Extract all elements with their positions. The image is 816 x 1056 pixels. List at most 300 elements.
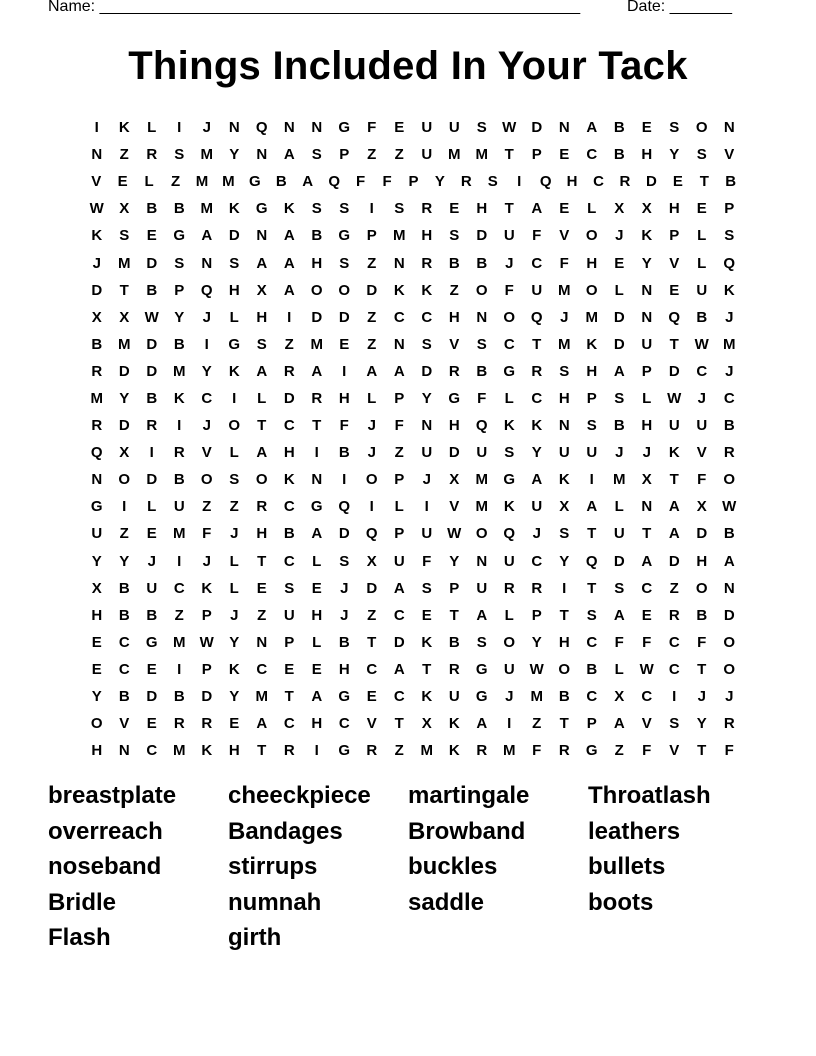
grid-letter: A (283, 254, 295, 272)
grid-letter: A (366, 362, 378, 380)
grid-letter: T (257, 742, 267, 760)
grid-letter: G (90, 498, 103, 516)
grid-letter: O (475, 525, 488, 543)
grid-letter: F (202, 525, 212, 543)
grid-letter: K (228, 200, 240, 218)
grid-letter: P (531, 146, 542, 164)
grid-letter: L (504, 389, 514, 407)
grid-letter: N (641, 308, 653, 326)
grid-letter: U (696, 417, 708, 435)
grid-letter: N (256, 633, 268, 651)
grid-letter: X (559, 498, 570, 516)
grid-letter: O (503, 308, 516, 326)
grid-letter: Q (503, 525, 516, 543)
grid-letter: P (641, 362, 652, 380)
grid-letter: B (696, 606, 708, 624)
grid-letter: M (723, 335, 736, 353)
grid-letter: V (641, 715, 652, 733)
grid-letter: H (558, 633, 570, 651)
word-list-item: breastplate (48, 782, 177, 809)
grid-letter: Y (421, 389, 432, 407)
grid-row (83, 737, 744, 764)
grid-letter: C (201, 389, 213, 407)
grid-letter: Z (367, 254, 377, 272)
grid-letter: B (696, 308, 708, 326)
grid-letter: R (173, 444, 185, 462)
grid-letter: H (256, 308, 268, 326)
grid-letter: E (421, 606, 432, 624)
grid-letter: F (559, 254, 569, 272)
grid-letter: C (393, 606, 405, 624)
grid-letter: T (284, 688, 294, 706)
grid-letter: A (668, 525, 680, 543)
grid-letter: O (118, 471, 131, 489)
grid-letter: L (147, 498, 157, 516)
grid-letter: A (586, 119, 598, 137)
grid-letter: A (613, 715, 625, 733)
grid-letter: E (641, 119, 652, 137)
grid-letter: A (256, 362, 268, 380)
grid-letter: H (311, 254, 323, 272)
grid-letter: G (475, 660, 488, 678)
grid-letter: U (531, 498, 543, 516)
grid-letter: Z (449, 281, 459, 299)
grid-letter: M (420, 742, 433, 760)
grid-letter: R (531, 579, 543, 597)
grid-letter: C (641, 688, 653, 706)
grid-letter: R (619, 173, 631, 191)
grid-letter: B (118, 579, 130, 597)
grid-letter: L (229, 579, 239, 597)
grid-letter: E (669, 281, 680, 299)
grid-letter: F (697, 471, 707, 489)
word-list-item: stirrups (228, 853, 318, 881)
grid-letter: T (119, 281, 129, 299)
grid-letter: I (177, 552, 182, 570)
grid-letter: Z (119, 525, 129, 543)
grid-letter: K (641, 227, 653, 245)
grid-row (83, 548, 744, 575)
grid-letter: D (723, 606, 735, 624)
grid-letter: Y (434, 173, 445, 191)
grid-letter: K (421, 281, 433, 299)
grid-letter: E (641, 606, 652, 624)
grid-letter: G (448, 389, 461, 407)
grid-row (83, 195, 744, 222)
grid-letter: E (91, 633, 102, 651)
grid-letter: I (672, 688, 677, 706)
grid-letter: X (256, 281, 267, 299)
grid-letter: G (338, 742, 351, 760)
grid-letter: F (642, 742, 652, 760)
grid-letter: E (117, 173, 128, 191)
grid-letter: D (613, 308, 625, 326)
grid-letter: D (201, 688, 213, 706)
grid-letter: E (559, 200, 570, 218)
grid-letter: D (366, 579, 378, 597)
grid-letter: X (91, 308, 102, 326)
grid-letter: H (586, 254, 598, 272)
grid-letter: E (146, 660, 157, 678)
grid-letter: Q (585, 552, 598, 570)
grid-letter: O (200, 471, 213, 489)
grid-letter: V (724, 146, 735, 164)
grid-letter: P (586, 389, 597, 407)
grid-letter: S (696, 146, 707, 164)
grid-letter: T (587, 525, 597, 543)
grid-letter: Z (284, 335, 294, 353)
grid-letter: H (228, 281, 240, 299)
grid-letter: Z (394, 742, 404, 760)
grid-letter: X (641, 471, 652, 489)
grid-letter: S (669, 119, 680, 137)
grid-row (83, 493, 744, 520)
grid-letter: S (421, 579, 432, 597)
grid-letter: N (283, 119, 295, 137)
grid-letter: L (229, 444, 239, 462)
grid-letter: A (201, 227, 213, 245)
grid-row (83, 222, 744, 249)
grid-letter: G (475, 688, 488, 706)
grid-letter: T (587, 579, 597, 597)
grid-letter: S (614, 579, 625, 597)
grid-letter: L (697, 254, 707, 272)
grid-letter: P (201, 606, 212, 624)
grid-letter: C (283, 417, 295, 435)
grid-letter: M (90, 389, 103, 407)
grid-letter: Z (119, 146, 129, 164)
grid-letter: C (531, 389, 543, 407)
grid-letter: R (476, 742, 488, 760)
grid-letter: B (173, 200, 185, 218)
word-list-item: Browband (408, 817, 526, 845)
grid-letter: E (311, 579, 322, 597)
grid-letter: Z (394, 146, 404, 164)
grid-letter: B (558, 688, 570, 706)
grid-letter: W (667, 389, 682, 407)
grid-letter: E (311, 660, 322, 678)
grid-letter: M (173, 362, 186, 380)
grid-letter: J (367, 417, 376, 435)
grid-letter: Y (201, 362, 212, 380)
grid-letter: B (338, 444, 350, 462)
grid-letter: S (339, 254, 350, 272)
grid-letter: N (476, 552, 488, 570)
grid-row (83, 277, 744, 304)
grid-letter: F (504, 281, 514, 299)
grid-letter: M (558, 335, 571, 353)
grid-letter: G (228, 335, 241, 353)
grid-letter: O (503, 633, 516, 651)
grid-letter: E (146, 715, 157, 733)
grid-letter: F (642, 633, 652, 651)
grid-letter: N (311, 471, 323, 489)
grid-letter: Y (229, 633, 240, 651)
grid-letter: I (122, 498, 127, 516)
grid-letter: S (476, 633, 487, 651)
grid-letter: T (699, 173, 709, 191)
grid-letter: U (503, 552, 515, 570)
grid-letter: A (613, 606, 625, 624)
grid-letter: S (559, 525, 570, 543)
grid-letter: J (505, 254, 514, 272)
grid-letter: L (394, 498, 404, 516)
grid-letter: F (422, 552, 432, 570)
grid-letter: B (118, 688, 130, 706)
grid-letter: R (146, 417, 158, 435)
grid-letter: N (558, 119, 570, 137)
grid-letter: S (119, 227, 130, 245)
word-list-item: overreach (48, 817, 163, 845)
grid-letter: S (339, 200, 350, 218)
grid-letter: L (144, 173, 154, 191)
grid-letter: C (283, 552, 295, 570)
grid-letter: O (723, 660, 736, 678)
grid-letter: I (94, 119, 99, 137)
grid-letter: M (173, 742, 186, 760)
grid-letter: X (91, 579, 102, 597)
grid-letter: G (585, 742, 598, 760)
grid-letter: W (199, 633, 214, 651)
grid-letter: U (503, 660, 515, 678)
word-list-item: Flash (48, 924, 111, 952)
grid-letter: I (507, 715, 512, 733)
grid-letter: E (366, 688, 377, 706)
grid-letter: J (340, 579, 349, 597)
grid-letter: Z (669, 579, 679, 597)
grid-row (83, 385, 744, 412)
grid-letter: G (503, 471, 516, 489)
grid-letter: I (369, 498, 374, 516)
grid-letter: J (230, 606, 239, 624)
grid-letter: L (229, 308, 239, 326)
grid-letter: I (562, 579, 567, 597)
grid-letter: K (586, 335, 598, 353)
grid-letter: H (91, 742, 103, 760)
grid-letter: R (503, 579, 515, 597)
grid-letter: Q (90, 444, 103, 462)
grid-letter: R (448, 362, 460, 380)
grid-letter: I (177, 119, 182, 137)
grid-letter: I (177, 660, 182, 678)
grid-letter: W (447, 525, 462, 543)
grid-letter: J (560, 308, 569, 326)
grid-letter: K (283, 200, 295, 218)
grid-letter: B (311, 227, 323, 245)
grid-letter: L (614, 660, 624, 678)
grid-letter: E (696, 200, 707, 218)
grid-letter: L (147, 119, 157, 137)
grid-letter: F (532, 227, 542, 245)
grid-letter: B (613, 417, 625, 435)
grid-letter: Y (696, 715, 707, 733)
grid-letter: D (146, 471, 158, 489)
grid-letter: N (311, 119, 323, 137)
grid-letter: W (529, 660, 544, 678)
grid-letter: J (422, 471, 431, 489)
grid-letter: T (504, 146, 514, 164)
grid-letter: P (394, 389, 405, 407)
grid-letter: Y (174, 308, 185, 326)
grid-letter: T (422, 660, 432, 678)
grid-letter: S (487, 173, 498, 191)
grid-letter: S (586, 606, 597, 624)
grid-letter: S (449, 227, 460, 245)
grid-letter: M (222, 173, 235, 191)
grid-letter: C (696, 362, 708, 380)
grid-letter: B (91, 335, 103, 353)
grid-letter: J (725, 308, 734, 326)
grid-letter: T (449, 606, 459, 624)
grid-letter: U (668, 417, 680, 435)
grid-letter: C (503, 335, 515, 353)
grid-letter: T (669, 471, 679, 489)
grid-letter: H (228, 742, 240, 760)
grid-letter: S (504, 444, 515, 462)
grid-letter: V (449, 335, 460, 353)
grid-letter: S (256, 335, 267, 353)
grid-letter: H (283, 444, 295, 462)
grid-letter: B (448, 633, 460, 651)
grid-letter: H (448, 417, 460, 435)
grid-letter: N (256, 146, 268, 164)
grid-letter: Z (367, 335, 377, 353)
grid-letter: S (559, 362, 570, 380)
grid-letter: U (531, 281, 543, 299)
grid-letter: E (256, 579, 267, 597)
grid-letter: T (532, 335, 542, 353)
grid-letter: A (531, 200, 543, 218)
grid-letter: V (559, 227, 570, 245)
grid-letter: B (613, 146, 625, 164)
grid-letter: V (669, 254, 680, 272)
grid-letter: F (382, 173, 392, 191)
grid-letter: S (229, 254, 240, 272)
grid-letter: D (421, 362, 433, 380)
grid-row (83, 656, 744, 683)
grid-letter: A (393, 660, 405, 678)
grid-letter: P (394, 525, 405, 543)
grid-letter: J (725, 688, 734, 706)
grid-letter: M (585, 308, 598, 326)
grid-letter: O (255, 471, 268, 489)
grid-letter: W (722, 498, 737, 516)
grid-letter: W (144, 308, 159, 326)
grid-letter: D (338, 308, 350, 326)
grid-letter: T (697, 742, 707, 760)
grid-letter: L (504, 606, 514, 624)
grid-letter: O (695, 119, 708, 137)
grid-letter: C (283, 498, 295, 516)
grid-letter: A (476, 606, 488, 624)
grid-letter: Z (614, 742, 624, 760)
grid-letter: L (257, 389, 267, 407)
grid-row (83, 683, 744, 710)
grid-letter: I (177, 417, 182, 435)
grid-letter: M (118, 335, 131, 353)
grid-letter: R (201, 715, 213, 733)
grid-letter: A (586, 498, 598, 516)
grid-letter: B (725, 173, 737, 191)
grid-letter: M (558, 281, 571, 299)
grid-letter: B (476, 254, 488, 272)
grid-letter: U (613, 525, 625, 543)
grid-letter: E (394, 119, 405, 137)
grid-letter: Q (539, 173, 552, 191)
grid-letter: Y (229, 146, 240, 164)
grid-letter: O (365, 471, 378, 489)
grid-letter: J (367, 444, 376, 462)
grid-letter: B (146, 281, 158, 299)
grid-letter: D (668, 362, 680, 380)
grid-row (83, 141, 744, 168)
grid-letter: U (448, 688, 460, 706)
grid-letter: K (173, 389, 185, 407)
grid-row (83, 358, 744, 385)
grid-letter: Q (328, 173, 340, 191)
grid-letter: S (476, 119, 487, 137)
grid-letter: F (356, 173, 366, 191)
word-list-item: Throatlash (588, 782, 711, 809)
grid-letter: V (201, 444, 212, 462)
grid-letter: O (310, 281, 323, 299)
grid-letter: R (311, 389, 323, 407)
grid-letter: V (119, 715, 130, 733)
grid-letter: J (505, 688, 514, 706)
grid-letter: J (697, 688, 706, 706)
grid-letter: E (449, 200, 460, 218)
grid-letter: R (531, 362, 543, 380)
grid-letter: N (393, 254, 405, 272)
grid-letter: Y (119, 552, 130, 570)
grid-letter: M (200, 146, 213, 164)
grid-letter: G (310, 498, 323, 516)
grid-letter: D (366, 281, 378, 299)
grid-letter: L (642, 389, 652, 407)
grid-letter: H (586, 362, 598, 380)
grid-letter: U (283, 606, 295, 624)
grid-letter: I (149, 444, 154, 462)
grid-letter: O (723, 471, 736, 489)
grid-letter: B (283, 525, 295, 543)
grid-letter: C (118, 633, 130, 651)
grid-letter: U (696, 281, 708, 299)
grid-letter: A (668, 498, 680, 516)
grid-letter: B (173, 335, 185, 353)
grid-letter: M (613, 471, 626, 489)
grid-letter: E (229, 715, 240, 733)
grid-letter: H (668, 200, 680, 218)
grid-letter: I (342, 471, 347, 489)
grid-letter: T (559, 606, 569, 624)
grid-letter: J (202, 417, 211, 435)
grid-letter: K (201, 742, 213, 760)
grid-letter: P (394, 471, 405, 489)
grid-letter: H (256, 525, 268, 543)
grid-letter: G (338, 227, 351, 245)
grid-letter: G (503, 362, 516, 380)
grid-letter: Q (200, 281, 213, 299)
grid-letter: V (366, 715, 377, 733)
grid-letter: P (284, 633, 295, 651)
grid-letter: M (503, 742, 516, 760)
grid-letter: V (91, 173, 102, 191)
grid-letter: C (118, 660, 130, 678)
grid-letter: L (614, 498, 624, 516)
grid-letter: R (558, 742, 570, 760)
grid-letter: N (256, 227, 268, 245)
grid-letter: A (531, 471, 543, 489)
